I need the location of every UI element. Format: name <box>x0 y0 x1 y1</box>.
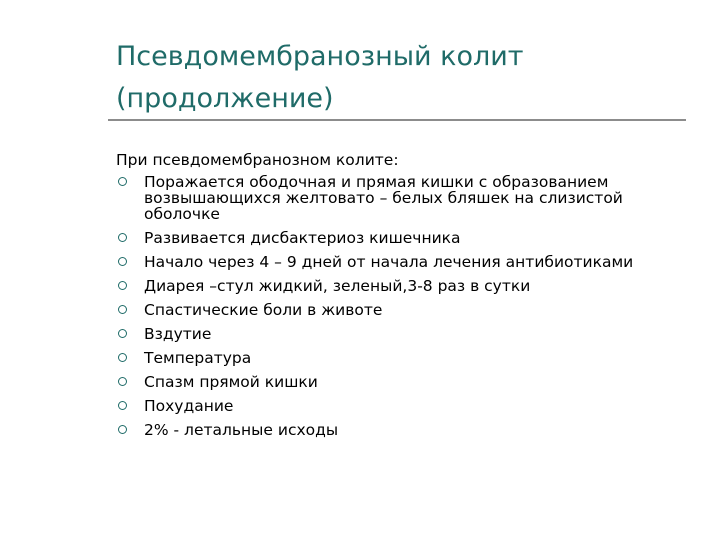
slide-body <box>116 151 696 446</box>
slide-title <box>116 36 696 120</box>
slide-title-line-2: (продолжение) <box>116 83 334 114</box>
list-item <box>116 174 696 222</box>
list-item-text: Похудание <box>144 397 234 415</box>
list-item <box>116 398 696 414</box>
hollow-circle-icon <box>118 177 127 186</box>
list-item-text: 2% - летальные исходы <box>144 421 339 439</box>
hollow-circle-icon <box>118 377 127 386</box>
list-item-text: Спазм прямой кишки <box>144 373 318 391</box>
slide-title-line-1: Псевдомембранозный колит <box>116 41 524 72</box>
list-item <box>116 374 696 390</box>
list-item-text: Поражается ободочная и прямая кишки с образованием возвышающихся желтовато – белых бляшек на слизистой оболочке <box>144 173 623 223</box>
list-item <box>116 278 696 294</box>
list-item-text: Диарея –стул жидкий, зеленый,3-8 раз в сутки <box>144 277 531 295</box>
list-item <box>116 302 696 318</box>
list-item-text: Спастические боли в животе <box>144 301 383 319</box>
hollow-circle-icon <box>118 329 127 338</box>
hollow-circle-icon <box>118 233 127 242</box>
list-item <box>116 350 696 366</box>
hollow-circle-icon <box>118 281 127 290</box>
hollow-circle-icon <box>118 401 127 410</box>
intro-text: При псевдомембранозном колите: <box>116 151 399 169</box>
hollow-circle-icon <box>118 305 127 314</box>
hollow-circle-icon <box>118 425 127 434</box>
list-item <box>116 230 696 246</box>
list-item <box>116 422 696 438</box>
list-item-text: Вздутие <box>144 325 212 343</box>
hollow-circle-icon <box>118 257 127 266</box>
bullet-list <box>116 174 696 438</box>
list-item-text: Начало через 4 – 9 дней от начала лечения антибиотиками <box>144 253 634 271</box>
hollow-circle-icon <box>118 353 127 362</box>
title-divider <box>108 119 686 121</box>
list-item <box>116 254 696 270</box>
list-item <box>116 326 696 342</box>
list-item-text: Температура <box>144 349 252 367</box>
list-item-text: Развивается дисбактериоз кишечника <box>144 229 461 247</box>
